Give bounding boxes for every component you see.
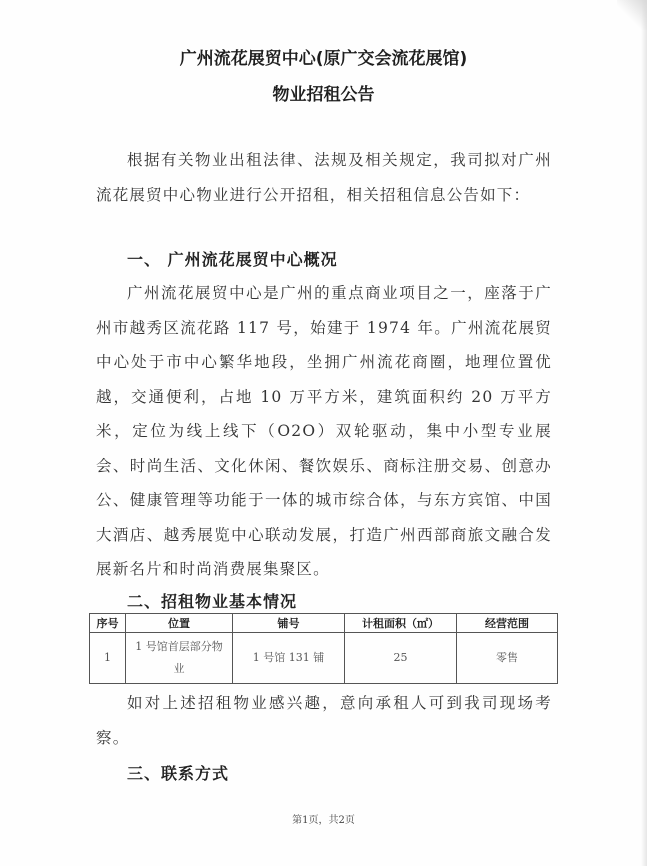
table-header-cell: 铺号 bbox=[233, 614, 345, 633]
table-header-row bbox=[90, 614, 558, 633]
intro-paragraph: 根据有关物业出租法律、法规及相关规定，我司拟对广州流花展贸中心物业进行公开招租，相关招租信息公告如下： bbox=[96, 151, 552, 204]
section-2-note: 如对上述招租物业感兴趣，意向承租人可到我司现场考察。 bbox=[96, 694, 552, 747]
table-header-cell: 计租面积（㎡） bbox=[345, 614, 457, 633]
table-cell: 1 号馆 131 铺 bbox=[233, 633, 345, 684]
section-1-body: 广州流花展贸中心是广州的重点商业项目之一，座落于广州市越秀区流花路 117 号，始建于 1974 年。广州流花展贸中心处于市中心繁华地段，坐拥广州流花商圈，地理位置优越，交通便利，占地 10 万平方米，建筑面积约 20 万平方米，定位为线上线下（O2O）双轮驱动，集中小型专业展会、时尚生活、文化休闲、餐饮娱乐、商标注册交易、创意办公、健康管理等功能于一体的城市综合体，与东方宾馆、中国大酒店、越秀展览中心联动发展，打造广州西部商旅文融合发展新名片和时尚消费展集聚区。 bbox=[96, 284, 552, 578]
table-cell: 25 bbox=[345, 633, 457, 684]
page-footer: 第1页，共2页 bbox=[292, 815, 355, 826]
document-title: 广州流花展贸中心(原广交会流花展馆) bbox=[179, 49, 468, 69]
table-cell: 零售 bbox=[457, 633, 558, 684]
property-table bbox=[89, 613, 558, 684]
table-row bbox=[90, 633, 558, 684]
scan-shadow-corner bbox=[617, 0, 647, 30]
table-cell: 1 bbox=[90, 633, 126, 684]
table-header-cell: 序号 bbox=[90, 614, 126, 633]
table-cell: 1 号馆首层部分物业 bbox=[126, 633, 233, 684]
section-1-heading: 一、 广州流花展贸中心概况 bbox=[127, 250, 338, 269]
section-2-heading: 二、招租物业基本情况 bbox=[127, 592, 298, 611]
table-header-cell: 经营范围 bbox=[457, 614, 558, 633]
document-subtitle: 物业招租公告 bbox=[272, 85, 375, 105]
scan-shadow-edge bbox=[641, 0, 647, 866]
table-header-cell: 位置 bbox=[126, 614, 233, 633]
section-3-heading: 三、联系方式 bbox=[127, 764, 230, 783]
